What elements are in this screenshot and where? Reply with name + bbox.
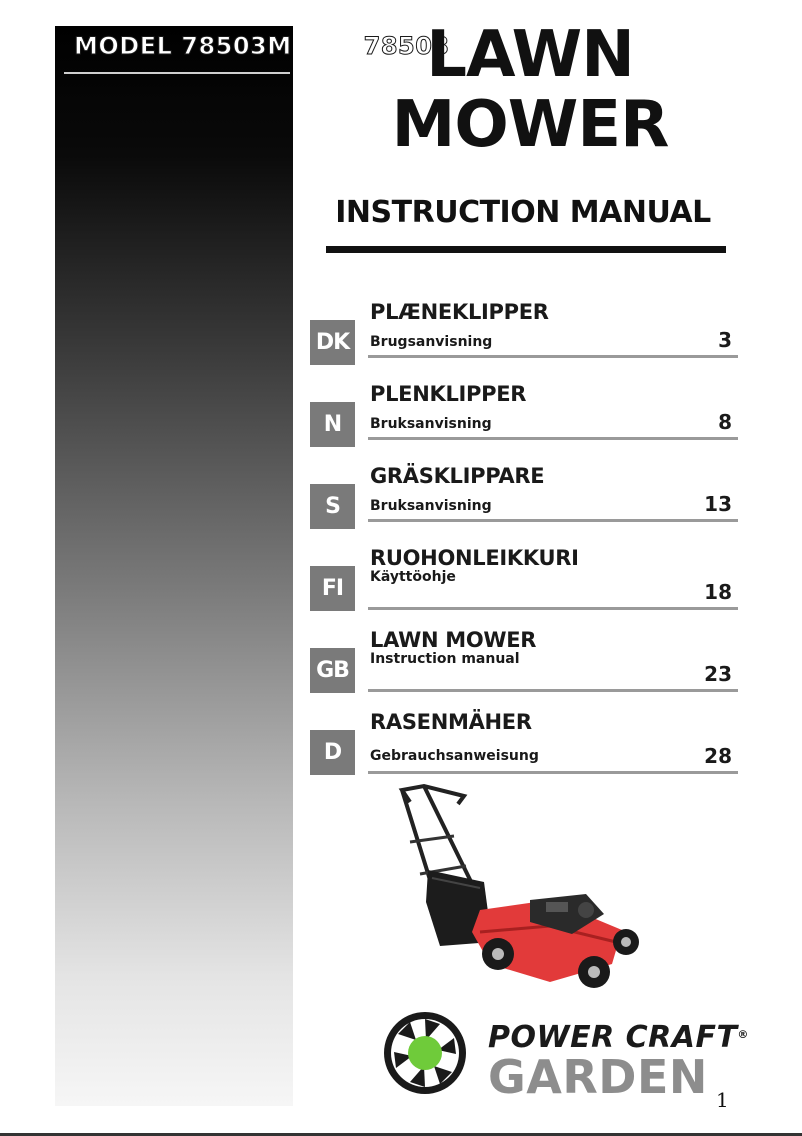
entry-underline	[368, 771, 738, 774]
entry-title: GRÄSKLIPPARE	[370, 464, 545, 488]
toc-entry-s	[310, 464, 740, 544]
brand-name-line-2: GARDEN	[488, 1050, 708, 1104]
entry-page-number: 18	[704, 580, 732, 604]
entry-page-number: 13	[704, 492, 732, 516]
entry-underline	[368, 519, 738, 522]
toc-entry-n	[310, 382, 740, 462]
language-code: DK	[310, 320, 355, 365]
model-underline	[64, 72, 290, 74]
toc-entry-d	[310, 710, 740, 790]
entry-page-number: 8	[718, 410, 732, 434]
entry-page-number: 3	[718, 328, 732, 352]
title-line-2: MOWER	[391, 88, 669, 162]
side-gradient-bar	[55, 26, 293, 1106]
entry-subtitle: Brugsanvisning	[370, 334, 493, 350]
entry-underline	[368, 689, 738, 692]
title-line-1: LAWN	[426, 18, 634, 92]
subtitle: INSTRUCTION MANUAL	[335, 195, 711, 230]
model-number: MODEL 78503M 78503	[74, 32, 450, 60]
toc-entry-fi	[310, 546, 740, 626]
entry-subtitle: Instruction manual	[370, 651, 520, 667]
entry-subtitle: Käyttöohje	[370, 569, 456, 585]
entry-subtitle: Bruksanvisning	[370, 498, 492, 514]
entry-page-number: 28	[704, 744, 732, 768]
power-craft-logo-icon	[382, 1010, 468, 1096]
entry-subtitle: Bruksanvisning	[370, 416, 492, 432]
entry-page-number: 23	[704, 662, 732, 686]
entry-title: RASENMÄHER	[370, 710, 532, 734]
language-code: GB	[310, 648, 355, 693]
language-code: D	[310, 730, 355, 775]
toc-entry-gb	[310, 628, 740, 708]
entry-title: PLENKLIPPER	[370, 382, 527, 406]
language-code: S	[310, 484, 355, 529]
entry-underline	[368, 607, 738, 610]
registered-mark: ®	[737, 1028, 749, 1041]
entry-title: LAWN MOWER	[370, 628, 537, 652]
lawn-mower-illustration	[380, 782, 650, 994]
toc-entry-dk	[310, 300, 740, 380]
entry-subtitle: Gebrauchsanweisung	[370, 748, 539, 764]
entry-underline	[368, 355, 738, 358]
entry-title: RUOHONLEIKKURI	[370, 546, 579, 570]
brand-name-line-1: POWER CRAFT®	[488, 1020, 749, 1055]
language-code: N	[310, 402, 355, 447]
page-number: 1	[716, 1088, 729, 1112]
document-title	[300, 20, 760, 170]
entry-underline	[368, 437, 738, 440]
language-code: FI	[310, 566, 355, 611]
entry-title: PLÆNEKLIPPER	[370, 300, 549, 324]
subtitle-underline	[326, 246, 726, 253]
